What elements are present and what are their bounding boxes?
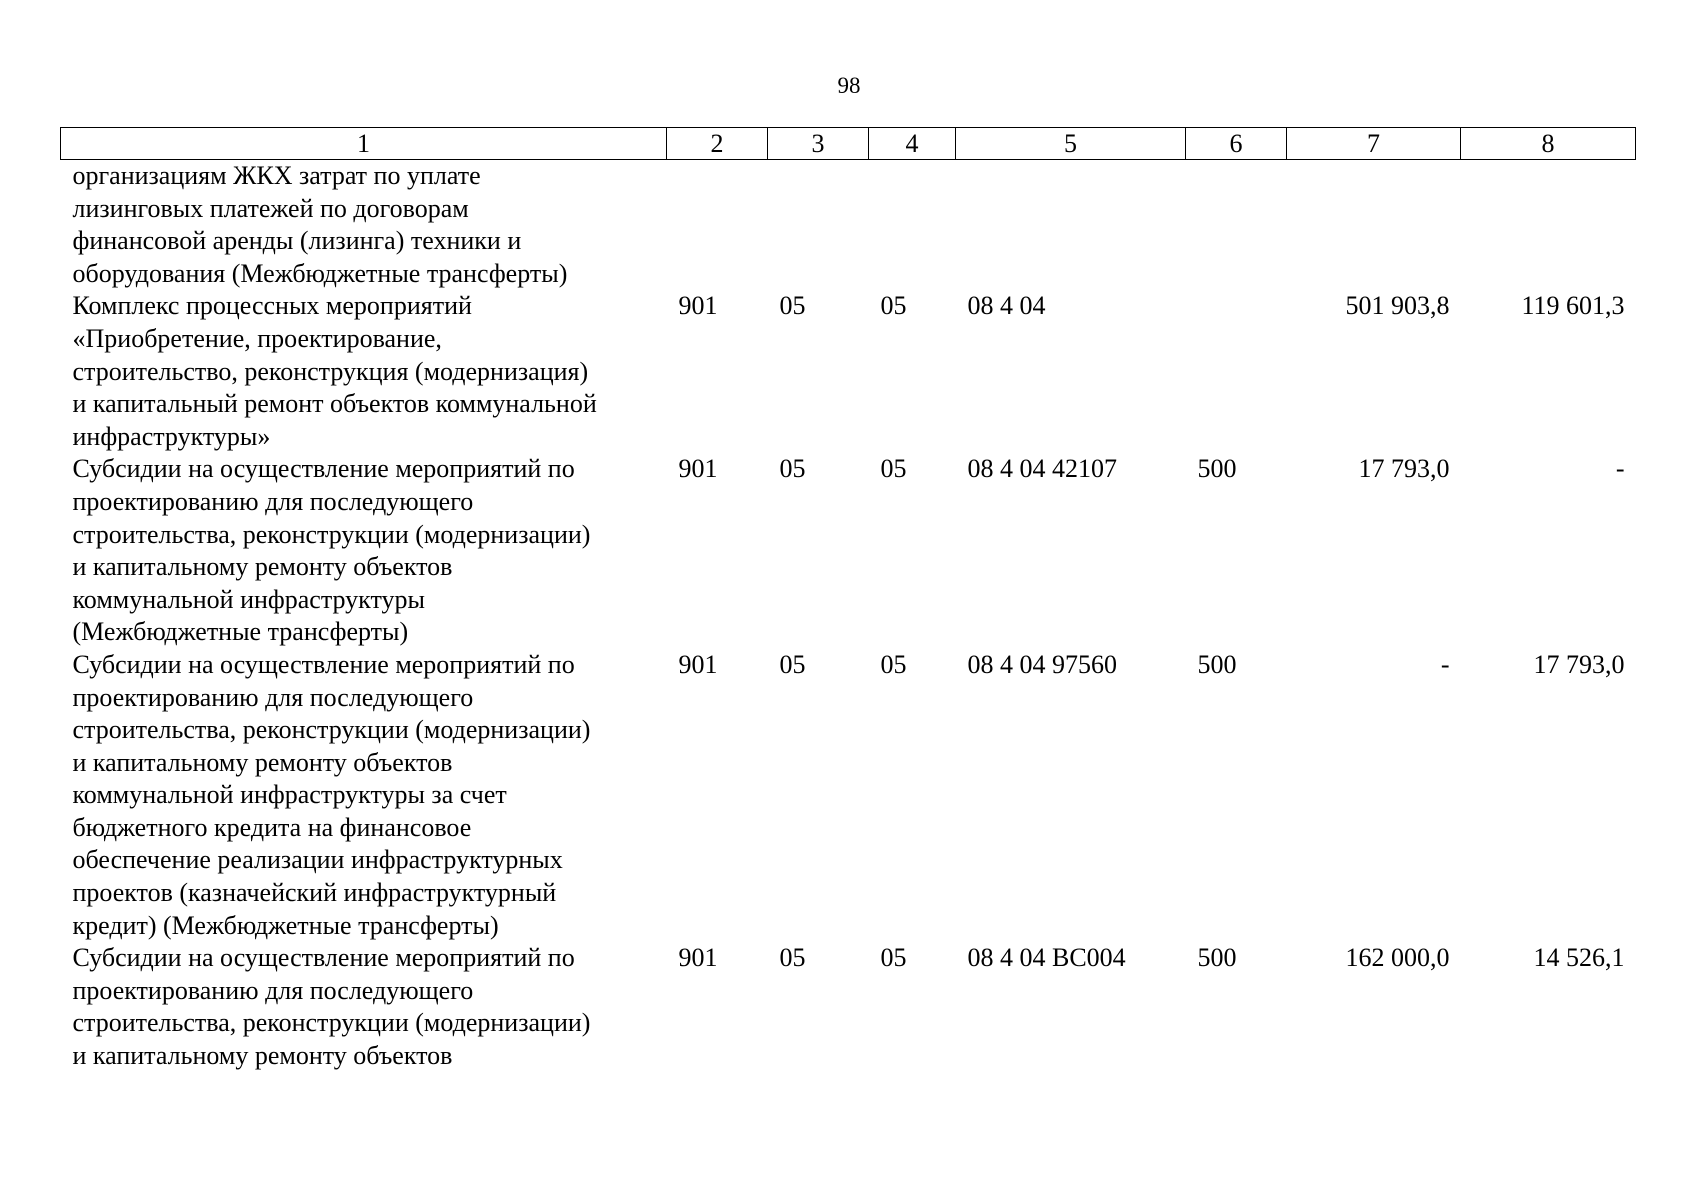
cell-amount-col7: 501 903,8	[1345, 291, 1450, 321]
cell-subsection	[869, 160, 956, 291]
column-header: 5	[956, 128, 1186, 160]
column-header: 7	[1287, 128, 1461, 160]
cell-target-article: 08 4 04 42107	[967, 454, 1117, 484]
table-row	[61, 453, 1636, 649]
cell-amount-col7: 17 793,0	[1358, 454, 1450, 484]
cell-subsection: 05	[880, 454, 907, 484]
cell-amount-col8: -	[1615, 454, 1625, 484]
table-row	[61, 942, 1636, 1072]
cell-ministry-code: 901	[678, 649, 718, 679]
cell-subsection: 05	[880, 943, 907, 973]
cell-expense-type: 500	[1197, 454, 1237, 484]
cell-amount-col8: 119 601,3	[1521, 291, 1625, 321]
table-row	[61, 160, 1636, 291]
cell-expense-type	[1186, 160, 1287, 291]
cell-section: 05	[779, 649, 806, 679]
row-name: Субсидии на осуществление мероприятий по проектированию для последующего строительства, реконструкции (модернизации) и капитальному ремонту объектов коммунальной инфраструктуры за счет бюджетного кредита на финансовое обеспечение реализации инфраструктурных проектов (казначейский инфраструктурный кредит) (Межбюджетные трансферты)	[72, 649, 591, 940]
cell-section: 05	[779, 454, 806, 484]
column-header: 3	[768, 128, 869, 160]
column-number-header-row	[61, 128, 1636, 160]
cell-amount-col7: 162 000,0	[1345, 943, 1450, 973]
cell-amount-col8	[1461, 160, 1636, 291]
column-header: 1	[61, 128, 667, 160]
cell-expense-type	[1186, 290, 1287, 453]
row-name: организациям ЖКХ затрат по уплате лизинговых платежей по договорам финансовой аренды (лизинга) техники и оборудования (Межбюджетные трансферты)	[72, 161, 568, 288]
page-number: 98	[837, 73, 861, 98]
cell-target-article: 08 4 04 BC004	[967, 943, 1126, 973]
column-header: 8	[1461, 128, 1636, 160]
table-row	[61, 290, 1636, 453]
cell-amount-col8: 14 526,1	[1533, 943, 1625, 973]
cell-expense-type: 500	[1197, 649, 1237, 679]
cell-ministry-code	[667, 160, 768, 291]
cell-ministry-code: 901	[678, 291, 718, 321]
cell-amount-col7	[1287, 160, 1461, 291]
table-row	[61, 649, 1636, 942]
cell-subsection: 05	[880, 291, 907, 321]
cell-subsection: 05	[880, 649, 907, 679]
budget-table	[60, 127, 1636, 1073]
cell-amount-col7: -	[1440, 649, 1450, 679]
column-header: 6	[1186, 128, 1287, 160]
cell-section: 05	[779, 291, 806, 321]
cell-section	[768, 160, 869, 291]
cell-amount-col8: 17 793,0	[1533, 649, 1625, 679]
column-header: 2	[667, 128, 768, 160]
cell-section: 05	[779, 943, 806, 973]
cell-target-article	[956, 160, 1186, 291]
cell-target-article: 08 4 04 97560	[967, 649, 1117, 679]
cell-expense-type: 500	[1197, 943, 1237, 973]
column-header: 4	[869, 128, 956, 160]
row-name: Комплекс процессных мероприятий «Приобретение, проектирование, строительство, реконструкция (модернизация) и капитальный ремонт объектов коммунальной инфраструктуры»	[72, 291, 597, 451]
row-name: Субсидии на осуществление мероприятий по проектированию для последующего строительства, реконструкции (модернизации) и капитальному ремонту объектов коммунальной инфраструктуры (Межбюджетные трансферты)	[72, 454, 591, 647]
cell-ministry-code: 901	[678, 454, 718, 484]
cell-target-article: 08 4 04	[967, 291, 1046, 321]
row-name: Субсидии на осуществление мероприятий по проектированию для последующего строительства, реконструкции (модернизации) и капитальному ремонту объектов	[72, 943, 591, 1071]
cell-ministry-code: 901	[678, 943, 718, 973]
